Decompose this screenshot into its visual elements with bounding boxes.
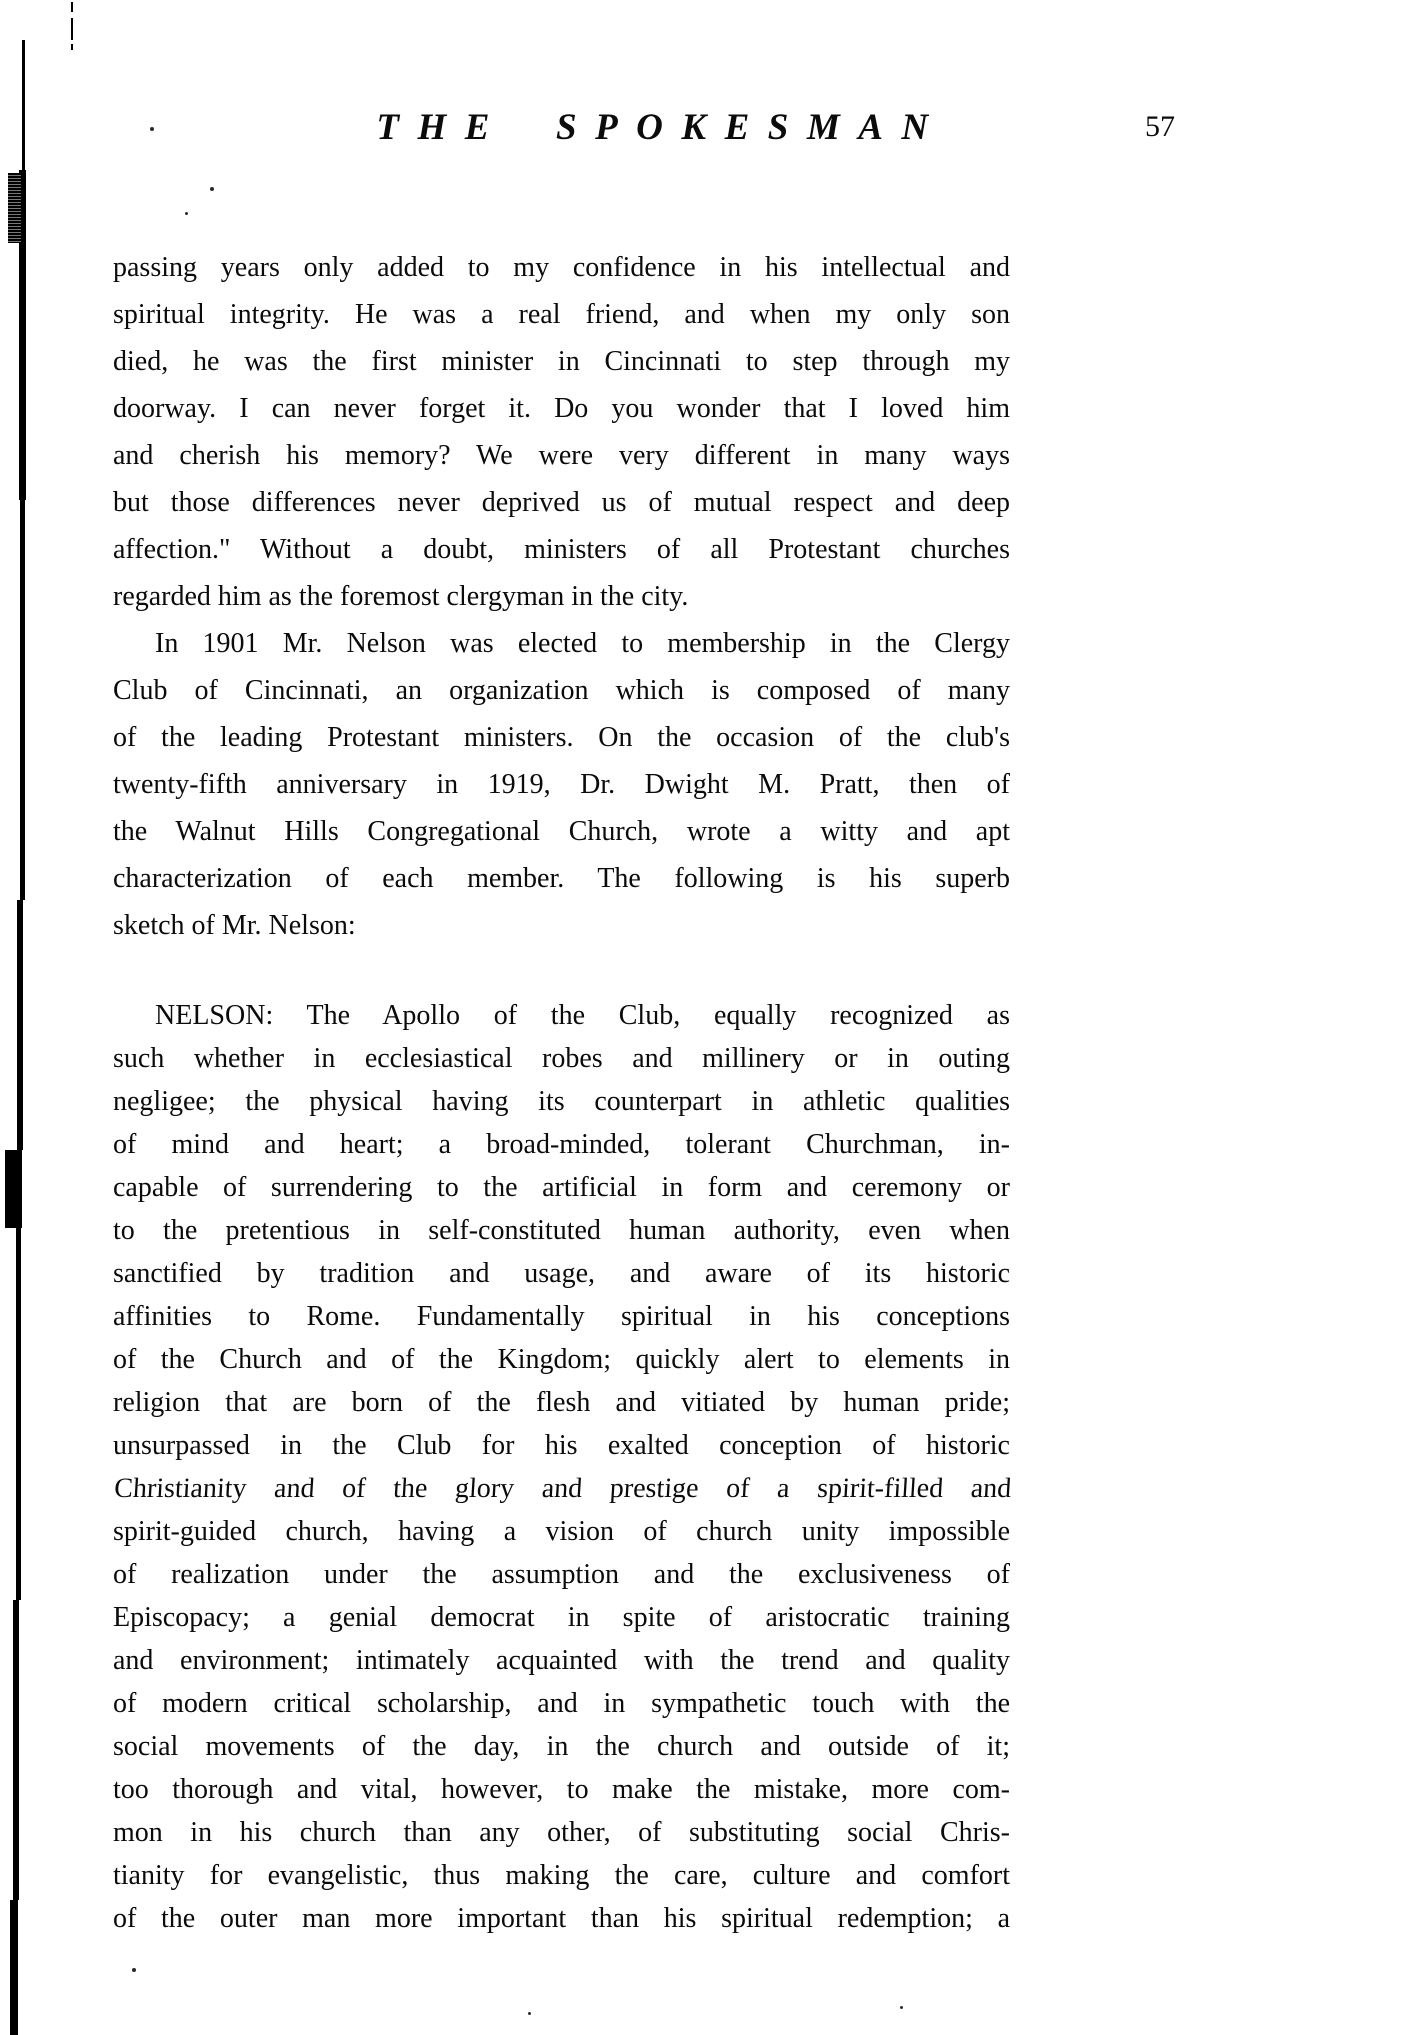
scan-artifact-speck [528, 2012, 531, 2015]
paragraph [113, 244, 1010, 620]
text-line: doorway. I can never forget it. Do you wonder that I loved him [113, 393, 1010, 424]
text-line: characterization of each member. The following is his superb [113, 863, 1010, 894]
scan-artifact-binding-line [22, 40, 25, 175]
text-line: tianity for evangelistic, thus making the care, culture and comfort [113, 1860, 1010, 1891]
text-line: affection." Without a doubt, ministers of all Protestant churches [113, 534, 1010, 565]
text-line: social movements of the day, in the church and outside of it; [113, 1731, 1010, 1762]
page-number: 57 [1145, 110, 1175, 143]
scan-artifact-binding-line [20, 500, 25, 900]
scan-artifact-speck [185, 212, 188, 215]
scan-artifact-speck [132, 1968, 136, 1972]
page-body [113, 244, 1013, 1940]
text-line: NELSON: The Apollo of the Club, equally recognized as [155, 1000, 1010, 1031]
text-line: of the leading Protestant ministers. On the occasion of the club's [113, 722, 1010, 753]
text-line: Club of Cincinnati, an organization which is composed of many [113, 675, 1010, 706]
text-line: twenty-fifth anniversary in 1919, Dr. Dwight M. Pratt, then of [113, 769, 1010, 800]
text-line: of the outer man more important than his spiritual redemption; a [113, 1903, 1010, 1934]
text-line: sketch of Mr. Nelson: [113, 910, 356, 941]
scan-artifact-dash [71, 44, 73, 50]
scan-artifact-blob [5, 1150, 22, 1228]
text-line: unsurpassed in the Club for his exalted conception of historic [113, 1430, 1010, 1461]
text-line: of modern critical scholarship, and in sympathetic touch with the [113, 1688, 1010, 1719]
text-line: of mind and heart; a broad-minded, tolerant Churchman, in- [113, 1129, 1010, 1160]
text-line: died, he was the first minister in Cincinnati to step through my [113, 346, 1010, 377]
text-line: such whether in ecclesiastical robes and millinery or in outing [113, 1043, 1010, 1074]
text-line: of the Church and of the Kingdom; quickly alert to elements in [113, 1344, 1010, 1375]
text-line: mon in his church than any other, of substituting social Chris- [113, 1817, 1010, 1848]
text-line: sanctified by tradition and usage, and aware of its historic [113, 1258, 1010, 1289]
paragraph [113, 620, 1010, 949]
text-line: too thorough and vital, however, to make the mistake, more com- [113, 1774, 1010, 1805]
text-line: passing years only added to my confidence in his intellectual and [113, 252, 1010, 283]
text-line: negligee; the physical having its counterpart in athletic qualities [113, 1086, 1010, 1117]
scan-artifact-smudge [8, 173, 21, 243]
text-line: spiritual integrity. He was a real friend, and when my only son [113, 299, 1010, 330]
text-line: affinities to Rome. Fundamentally spiritual in his conceptions [113, 1301, 1010, 1332]
text-line: and environment; intimately acquainted with the trend and quality [113, 1645, 1010, 1676]
page-title: THE SPOKESMAN [376, 107, 947, 148]
text-line: of realization under the assumption and the exclusiveness of [113, 1559, 1010, 1590]
text-line: capable of surrendering to the artificial in form and ceremony or [113, 1172, 1010, 1203]
scan-artifact-speck [900, 2006, 903, 2009]
text-line: but those differences never deprived us of mutual respect and deep [113, 487, 1010, 518]
scan-artifact-binding-line [13, 1600, 19, 1900]
text-line: In 1901 Mr. Nelson was elected to membership in the Clergy [155, 628, 1010, 659]
text-line: religion that are born of the flesh and vitiated by human pride; [113, 1387, 1010, 1418]
scan-artifact-speck [150, 127, 154, 131]
scan-artifact-speck [210, 187, 214, 191]
scan-artifact-dash [71, 18, 73, 40]
text-line: spirit-guided church, having a vision of church unity impossible [113, 1516, 1010, 1547]
text-line: and cherish his memory? We were very different in many ways [113, 440, 1010, 471]
scan-artifact-binding-line [10, 1900, 18, 2035]
text-line: the Walnut Hills Congregational Church, wrote a witty and apt [113, 816, 1010, 847]
paragraph [113, 994, 1013, 1940]
text-line: Christianity and of the glory and prestige of a spirit-filled and [113, 1473, 1013, 1504]
scan-artifact-dash [71, 2, 73, 12]
text-line: regarded him as the foremost clergyman in the city. [113, 581, 689, 612]
text-line: Episcopacy; a genial democrat in spite of aristocratic training [113, 1602, 1010, 1633]
scan-artifact-binding-line [16, 1228, 21, 1600]
scan-artifact-binding-line [17, 900, 23, 1150]
text-line: to the pretentious in self-constituted human authority, even when [113, 1215, 1010, 1246]
